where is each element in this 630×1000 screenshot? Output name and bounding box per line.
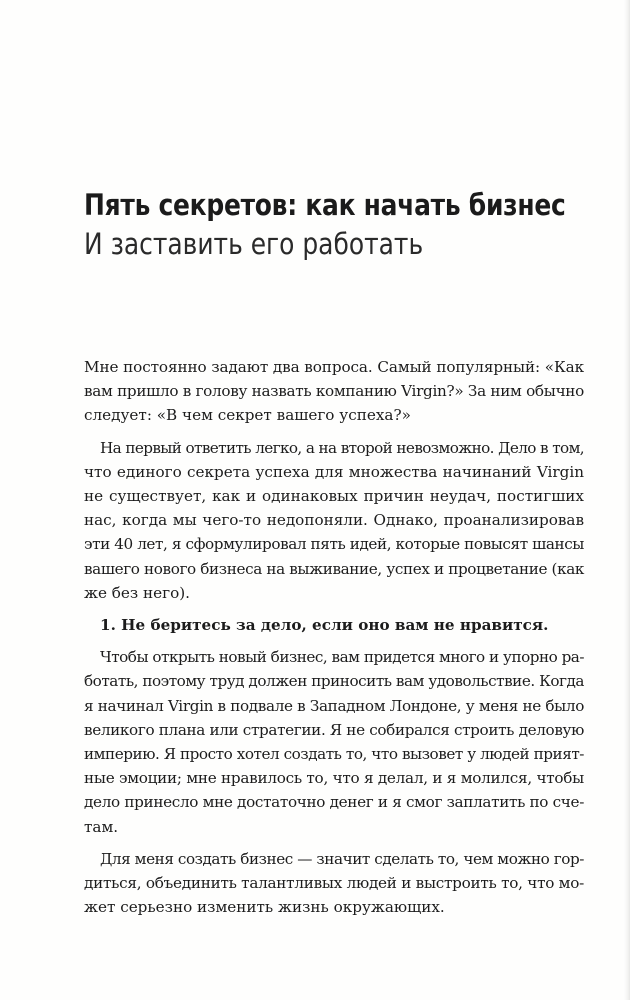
text-line: ные эмоции; мне нравилось то, что я делал, и я молился, чтобы — [84, 769, 584, 788]
chapter-title: Пять секретов: как начать бизнес — [84, 188, 566, 222]
paragraph-rule-heading — [84, 613, 584, 637]
paragraph-intro — [84, 355, 584, 428]
rule-heading: 1. Не беритесь за дело, если оно вам не нравится. — [100, 616, 549, 635]
chapter-heading — [84, 187, 584, 265]
text-line: дело принесло мне достаточно денег и я смог заплатить по сче- — [84, 793, 584, 812]
text-line: вашего нового бизнеса на выживание, успех и процветание (как — [84, 559, 584, 578]
text-line: На первый ответить легко, а на второй невозможно. Дело в том, — [100, 438, 584, 457]
text-line: не существует, как и одинаковых причин неудач, постигших — [84, 487, 584, 506]
text-line: империю. Я просто хотел создать то, что вызовет у людей прият- — [84, 745, 584, 764]
text-line: нас, когда мы чего-то недопоняли. Однако, проанализировав — [84, 511, 584, 530]
text-line: вам пришло в голову назвать компанию Virgin?» За ним обычно — [84, 382, 584, 401]
text-line: жет серьезно изменить жизнь окружающих. — [84, 898, 445, 917]
text-line: Для меня создать бизнес — значит сделать то, чем можно гор- — [100, 849, 584, 868]
paragraph-work — [84, 645, 584, 839]
text-line: там. — [84, 817, 119, 836]
paragraph-meaning — [84, 847, 584, 920]
text-line: что единого секрета успеха для множества начинаний Virgin — [84, 462, 584, 481]
text-line: великого плана или стратегии. Я не собирался строить деловую — [84, 720, 584, 739]
paragraph-secret — [84, 436, 584, 605]
body-text — [84, 355, 584, 927]
text-line: Мне постоянно задают два вопроса. Самый популярный: «Как — [84, 358, 584, 376]
text-line: я начинал Virgin в подвале в Западном Лондоне, у меня не было — [84, 696, 584, 715]
chapter-subtitle: И заставить его работать — [84, 227, 424, 261]
text-line: эти 40 лет, я сформулировал пять идей, которые повысят шансы — [84, 535, 584, 554]
text-line: следует: «В чем секрет вашего успеха?» — [84, 406, 411, 425]
text-line: ботать, поэтому труд должен приносить вам удовольствие. Когда — [84, 672, 584, 691]
page-edge-shadow — [624, 0, 630, 1000]
text-line: диться, объединить талантливых людей и выстроить то, что мо- — [84, 874, 584, 893]
text-line: же без него). — [84, 583, 190, 602]
text-line: Чтобы открыть новый бизнес, вам придется много и упорно ра- — [100, 648, 584, 667]
